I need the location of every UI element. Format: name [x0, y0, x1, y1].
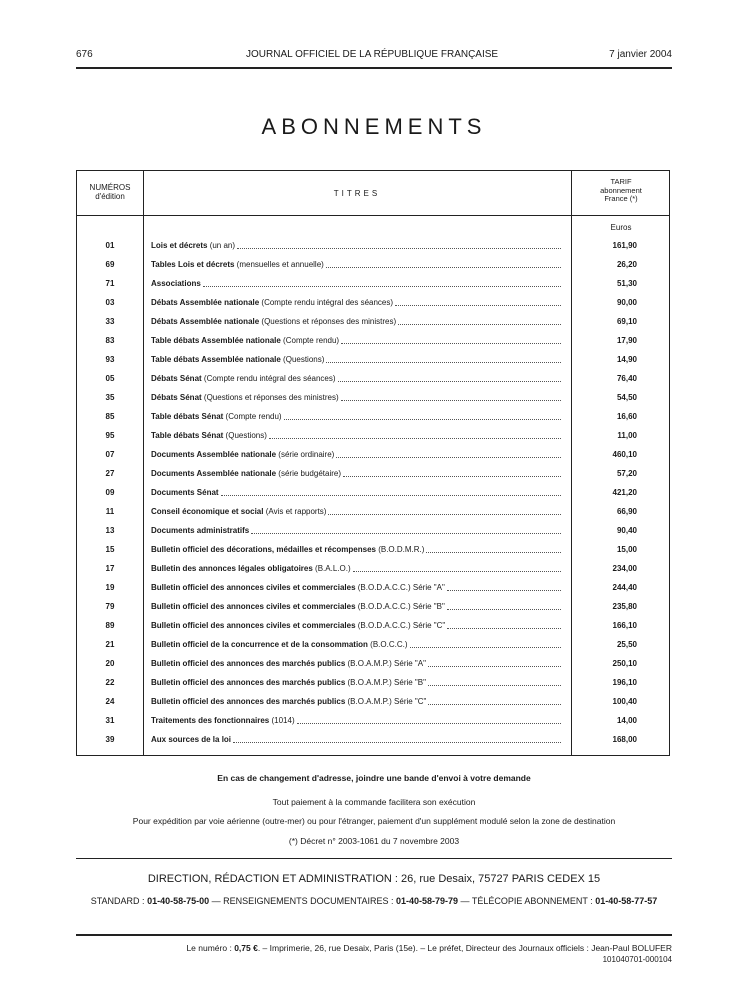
edition-number: 21: [105, 640, 115, 649]
header-text: NUMÉROS: [89, 183, 131, 192]
dot-leader: [203, 276, 561, 287]
standard-label: STANDARD :: [90, 896, 148, 906]
dot-leader: [410, 637, 562, 648]
publication-title: [151, 371, 561, 386]
standard-phone: 01-40-58-75-00: [147, 896, 210, 906]
table-row: [77, 447, 671, 462]
header-text: d'édition: [95, 192, 125, 201]
table-row: [77, 466, 671, 481]
title-bold: Table débats Sénat: [151, 431, 224, 440]
title-bold: Bulletin officiel des annonces des marchés publics: [151, 697, 346, 706]
shipping-note: Pour expédition par voie aérienne (outre-mer) ou pour l'étranger, paiement d'un supplément modulé selon la zone de destination: [132, 816, 616, 826]
title-detail: (Questions et réponses des ministres): [259, 317, 397, 326]
table-row: [77, 561, 671, 576]
header-text: TARIF: [610, 177, 632, 186]
subscription-price: 168,00: [612, 735, 637, 744]
edition-number: 11: [105, 507, 115, 516]
dot-leader: [336, 447, 561, 458]
title-bold: Documents Assemblée nationale: [151, 469, 277, 478]
dot-leader: [326, 257, 561, 268]
subscription-price: 15,00: [616, 545, 637, 554]
publication-title: [151, 352, 561, 367]
table-row: [77, 580, 671, 595]
dot-leader: [447, 580, 561, 591]
table-row: [77, 542, 671, 557]
table-row: [77, 352, 671, 367]
title-bold: Bulletin officiel des annonces civiles et commerciales: [151, 583, 356, 592]
title-detail: (Avis et rapports): [263, 507, 327, 516]
edition-number: 39: [105, 735, 115, 744]
subscription-price: 166,10: [612, 621, 637, 630]
table-row: [77, 599, 671, 614]
table-row: [77, 371, 671, 386]
subscription-price: 196,10: [612, 678, 637, 687]
subscription-price: 460,10: [612, 450, 637, 459]
dot-leader: [341, 390, 561, 401]
table-row: [77, 732, 671, 747]
title-detail: (1014): [269, 716, 295, 725]
publication-title: [151, 694, 561, 709]
publication-title: [151, 504, 561, 519]
title-bold: Bulletin officiel des annonces des marchés publics: [151, 659, 346, 668]
publication-title: [151, 276, 561, 291]
subscription-price: 11,00: [617, 431, 637, 440]
dot-leader: [353, 561, 561, 572]
title-detail: (Questions et réponses des ministres): [201, 393, 339, 402]
column-header-tarif: [571, 178, 671, 204]
publication-title: [151, 257, 561, 272]
header-text: France (*): [604, 194, 638, 203]
dot-leader: [251, 523, 561, 534]
publication-title: [151, 656, 561, 671]
title-bold: Documents Sénat: [151, 488, 219, 497]
title-detail: (Questions): [280, 355, 325, 364]
publication-title: [151, 447, 561, 462]
publication-title: [151, 580, 561, 595]
publication-title: [151, 238, 561, 253]
edition-number: 85: [105, 412, 115, 421]
dot-leader: [284, 409, 561, 420]
address-change-note: En cas de changement d'adresse, joindre une bande d'envoi à votre demande: [217, 773, 531, 783]
edition-number: 17: [105, 564, 115, 573]
title-detail: (B.O.A.M.P.) Série "C": [345, 697, 427, 706]
publication-title: [151, 675, 561, 690]
header-rule: [76, 67, 672, 69]
publication-title: [151, 390, 561, 405]
column-header-titres: TITRES: [333, 189, 381, 198]
dot-leader: [343, 466, 561, 477]
subscription-price: 16,60: [616, 412, 637, 421]
imprint-text: . – Imprimerie, 26, rue Desaix, Paris (15e). – Le préfet, Directeur des Journaux officiels : Jean-Paul BOLUFER: [257, 943, 672, 953]
subscription-price: 234,00: [612, 564, 637, 573]
title-bold: Tables Lois et décrets: [151, 260, 235, 269]
title-bold: Table débats Assemblée nationale: [151, 336, 281, 345]
edition-number: 79: [105, 602, 115, 611]
dot-leader: [428, 694, 561, 705]
title-bold: Documents Assemblée nationale: [151, 450, 277, 459]
title-detail: (B.O.C.C.): [367, 640, 408, 649]
table-row: [77, 333, 671, 348]
subscription-price: 244,40: [612, 583, 637, 592]
title-bold: Aux sources de la loi: [151, 735, 232, 744]
edition-number: 15: [105, 545, 115, 554]
edition-number: 71: [105, 279, 115, 288]
table-row: [77, 238, 671, 253]
page-number: 676: [76, 49, 93, 60]
imprint-line: [76, 943, 672, 953]
title-detail: (série ordinaire): [276, 450, 335, 459]
decree-note: (*) Décret n° 2003-1061 du 7 novembre 2003: [288, 836, 460, 846]
publication-title: [151, 523, 561, 538]
title-bold: Traitements des fonctionnaires: [151, 716, 270, 725]
subscription-price: 25,50: [616, 640, 637, 649]
dot-leader: [426, 542, 561, 553]
subscription-price: 69,10: [616, 317, 637, 326]
title-detail: (B.O.D.A.C.C.) Série "B": [355, 602, 445, 611]
title-detail: (Compte rendu intégral des séances): [259, 298, 394, 307]
title-bold: Bulletin officiel de la concurrence et de la consommation: [151, 640, 368, 649]
subscription-price: 66,90: [616, 507, 637, 516]
dot-leader: [447, 618, 561, 629]
table-row: [77, 675, 671, 690]
table-row: [77, 295, 671, 310]
edition-number: 31: [105, 716, 115, 725]
title-detail: (Questions): [223, 431, 267, 440]
table-row: [77, 504, 671, 519]
edition-number: 35: [105, 393, 115, 402]
issue-price: 0,75 €: [234, 943, 258, 953]
publication-title: [151, 466, 561, 481]
table-row: [77, 656, 671, 671]
dot-leader: [297, 713, 561, 724]
title-bold: Lois et décrets: [151, 241, 208, 250]
edition-number: 27: [105, 469, 115, 478]
subscription-price: 14,90: [616, 355, 637, 364]
title-detail: (B.O.D.A.C.C.) Série "A": [355, 583, 445, 592]
table-row: [77, 428, 671, 443]
title-bold: Table débats Assemblée nationale: [151, 355, 281, 364]
payment-note: Tout paiement à la commande facilitera son exécution: [272, 797, 476, 807]
title-bold: Débats Assemblée nationale: [151, 298, 260, 307]
edition-number: 22: [105, 678, 115, 687]
dot-leader: [237, 238, 561, 249]
edition-number: 03: [105, 298, 115, 307]
table-row: [77, 523, 671, 538]
currency-label: Euros: [610, 223, 632, 232]
dot-leader: [326, 352, 561, 363]
divider: [76, 858, 672, 859]
edition-number: 20: [105, 659, 115, 668]
table-row: [77, 694, 671, 709]
subscription-price: 26,20: [616, 260, 637, 269]
title-bold: Bulletin officiel des annonces civiles et commerciales: [151, 602, 356, 611]
edition-number: 24: [105, 697, 115, 706]
publication-title: [151, 409, 561, 424]
dot-leader: [221, 485, 561, 496]
subscription-price: 90,40: [616, 526, 637, 535]
contact-line: [76, 896, 672, 906]
publication-title: [151, 732, 561, 747]
renseignements-phone: 01-40-58-79-79: [395, 896, 459, 906]
table-row: [77, 257, 671, 272]
edition-number: 07: [105, 450, 115, 459]
title-bold: Bulletin officiel des annonces des marchés publics: [151, 678, 346, 687]
subscription-price: 100,40: [612, 697, 637, 706]
title-detail: (Compte rendu): [280, 336, 340, 345]
table-row: [77, 713, 671, 728]
issue-date: 7 janvier 2004: [609, 49, 672, 60]
subscriptions-table: [76, 170, 670, 756]
subscription-price: 54,50: [616, 393, 637, 402]
edition-number: 01: [105, 241, 115, 250]
title-bold: Débats Sénat: [151, 393, 202, 402]
title-bold: Débats Sénat: [151, 374, 202, 383]
table-row: [77, 409, 671, 424]
publication-title: [151, 428, 561, 443]
publication-title: [151, 713, 561, 728]
edition-number: 89: [105, 621, 115, 630]
subscription-price: 76,40: [616, 374, 637, 383]
table-row: [77, 276, 671, 291]
title-bold: Débats Assemblée nationale: [151, 317, 260, 326]
publication-title: [151, 637, 561, 652]
dot-leader: [328, 504, 561, 515]
table-row: [77, 314, 671, 329]
dot-leader: [428, 656, 561, 667]
title-bold: Conseil économique et social: [151, 507, 264, 516]
dot-leader: [269, 428, 561, 439]
title-bold: Bulletin officiel des décorations, médailles et récompenses: [151, 545, 376, 554]
table-row: [77, 390, 671, 405]
title-bold: Bulletin officiel des annonces civiles et commerciales: [151, 621, 356, 630]
edition-number: 69: [105, 260, 115, 269]
publication-title: [151, 333, 561, 348]
title-bold: Documents administratifs: [151, 526, 250, 535]
divider: [76, 934, 672, 936]
subscription-price: 161,90: [612, 241, 637, 250]
title-bold: Associations: [151, 279, 201, 288]
title-detail: (Compte rendu intégral des séances): [201, 374, 336, 383]
table-row: [77, 485, 671, 500]
direction-address: DIRECTION, RÉDACTION ET ADMINISTRATION : 26, rue Desaix, 75727 PARIS CEDEX 15: [147, 873, 601, 885]
subscription-price: 250,10: [612, 659, 637, 668]
title-detail: (B.O.D.M.R.): [375, 545, 425, 554]
reference-number: 101040701-000104: [602, 955, 672, 964]
dot-leader: [395, 295, 561, 306]
table-row: [77, 637, 671, 652]
title-detail: (Compte rendu): [223, 412, 282, 421]
edition-number: 95: [105, 431, 115, 440]
publication-title: [151, 485, 561, 500]
edition-number: 19: [105, 583, 115, 592]
telecopie-phone: 01-40-58-77-57: [595, 896, 658, 906]
imprint-prefix: Le numéro :: [186, 943, 235, 953]
publication-title: [151, 618, 561, 633]
edition-number: 05: [105, 374, 115, 383]
journal-title: JOURNAL OFFICIEL DE LA RÉPUBLIQUE FRANÇAISE: [246, 49, 499, 60]
subscription-price: 235,80: [612, 602, 637, 611]
publication-title: [151, 295, 561, 310]
table-row: [77, 618, 671, 633]
subscription-price: 421,20: [612, 488, 637, 497]
title-detail: (B.A.L.O.): [312, 564, 351, 573]
subscription-price: 57,20: [616, 469, 637, 478]
title-detail: (B.O.D.A.C.C.) Série "C": [355, 621, 446, 630]
page-title: ABONNEMENTS: [261, 114, 487, 139]
dot-leader: [341, 333, 561, 344]
edition-number: 13: [105, 526, 115, 535]
renseignements-label: — RENSEIGNEMENTS DOCUMENTAIRES :: [209, 896, 396, 906]
title-bold: Bulletin des annonces légales obligatoires: [151, 564, 313, 573]
header-divider: [77, 215, 669, 216]
dot-leader: [338, 371, 561, 382]
header-text: abonnement: [600, 185, 642, 195]
title-detail: (série budgétaire): [276, 469, 341, 478]
subscription-price: 14,00: [616, 716, 637, 725]
edition-number: 33: [105, 317, 115, 326]
subscription-price: 90,00: [616, 298, 637, 307]
subscription-price: 17,90: [616, 336, 637, 345]
edition-number: 83: [105, 336, 115, 345]
telecopie-label: — TÉLÉCOPIE ABONNEMENT :: [458, 896, 596, 906]
publication-title: [151, 599, 561, 614]
edition-number: 93: [105, 355, 115, 364]
title-bold: Table débats Sénat: [151, 412, 224, 421]
dot-leader: [398, 314, 561, 325]
subscription-price: 51,30: [616, 279, 637, 288]
title-detail: (B.O.A.M.P.) Série "B": [345, 678, 426, 687]
publication-title: [151, 314, 561, 329]
dot-leader: [447, 599, 561, 610]
edition-number: 09: [105, 488, 115, 497]
publication-title: [151, 542, 561, 557]
title-detail: (mensuelles et annuelle): [234, 260, 324, 269]
dot-leader: [233, 732, 561, 743]
column-header-numeros: [77, 183, 143, 201]
dot-leader: [428, 675, 561, 686]
title-detail: (un an): [207, 241, 236, 250]
title-detail: (B.O.A.M.P.) Série "A": [345, 659, 426, 668]
publication-title: [151, 561, 561, 576]
